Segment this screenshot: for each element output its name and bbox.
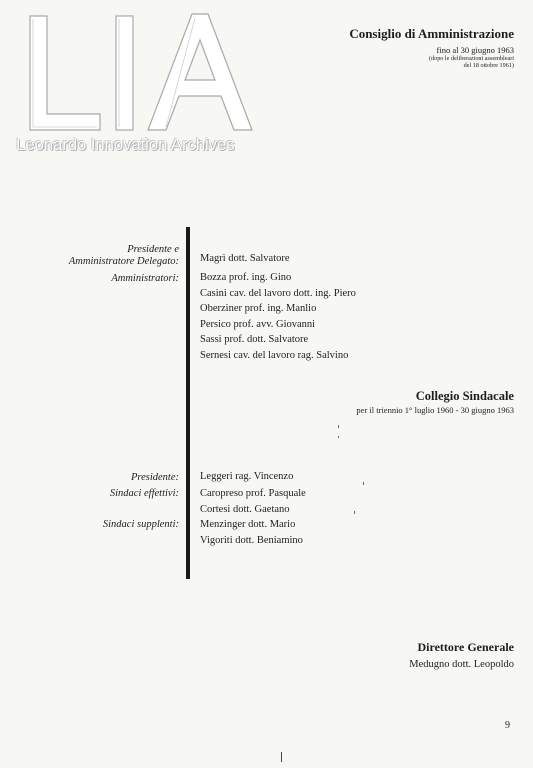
directors-label: Amministratori: <box>111 273 179 284</box>
list-item: Sernesi cav. del lavoro rag. Salvino <box>200 349 349 361</box>
list-item: Bozza prof. ing. Gino <box>200 272 292 283</box>
alternate-auditors-label: Sindaci supplenti: <box>102 519 179 530</box>
scan-speck <box>354 511 355 514</box>
effective-auditors-list <box>200 486 306 517</box>
board-note-line-1: (dopo le deliberazioni assembleari <box>428 55 514 62</box>
list-item: Persico prof. avv. Giovanni <box>200 318 316 330</box>
vertical-divider <box>186 227 190 579</box>
list-item: Casini cav. del lavoro dott. ing. Piero <box>200 287 356 299</box>
president-label-line-2: Amministratore Delegato: <box>68 255 179 267</box>
list-item: Menzinger dott. Mario <box>200 519 296 530</box>
list-item: Oberziner prof. ing. Manlio <box>200 303 317 314</box>
scan-speck <box>338 425 339 428</box>
list-item: Sassi prof. dott. Salvatore <box>200 334 309 345</box>
auditors-period: per il triennio 1° luglio 1960 - 30 giugno 1963 <box>356 405 514 415</box>
auditors-president-name: Leggeri rag. Vincenzo <box>200 471 294 482</box>
auditors-title: Collegio Sindacale <box>415 389 514 403</box>
scan-speck <box>281 752 282 762</box>
list-item: Caropreso prof. Pasquale <box>200 488 306 499</box>
scan-speck <box>363 482 364 485</box>
scan-speck <box>338 436 339 438</box>
effective-auditors-label: Sindaci effettivi: <box>109 488 179 499</box>
president-label-line-1: Presidente e <box>127 244 179 255</box>
board-title: Consiglio di Amministrazione <box>349 26 514 41</box>
board-header <box>349 26 514 69</box>
list-item: Cortesi dott. Gaetano <box>200 503 290 515</box>
watermark-text: Leonardo Innovation Archives <box>16 135 235 154</box>
list-item: Vigoriti dott. Beniamino <box>200 534 303 546</box>
alternate-auditors-list <box>200 517 303 548</box>
president-label <box>69 244 179 267</box>
board-note-line-2: del 18 ottobre 1961) <box>463 62 514 69</box>
director-general-name: Medugno dott. Leopoldo <box>409 659 514 670</box>
director-general-header <box>409 640 514 670</box>
lia-logo-watermark <box>16 6 256 138</box>
auditors-president-label: Presidente: <box>130 472 179 483</box>
president-name: Magrì dott. Salvatore <box>200 253 290 264</box>
director-general-title: Direttore Generale <box>417 640 514 654</box>
auditors-header <box>356 389 514 415</box>
directors-list <box>200 270 356 363</box>
board-period: fino al 30 giugno 1963 <box>436 45 514 55</box>
page-number: 9 <box>505 720 510 731</box>
